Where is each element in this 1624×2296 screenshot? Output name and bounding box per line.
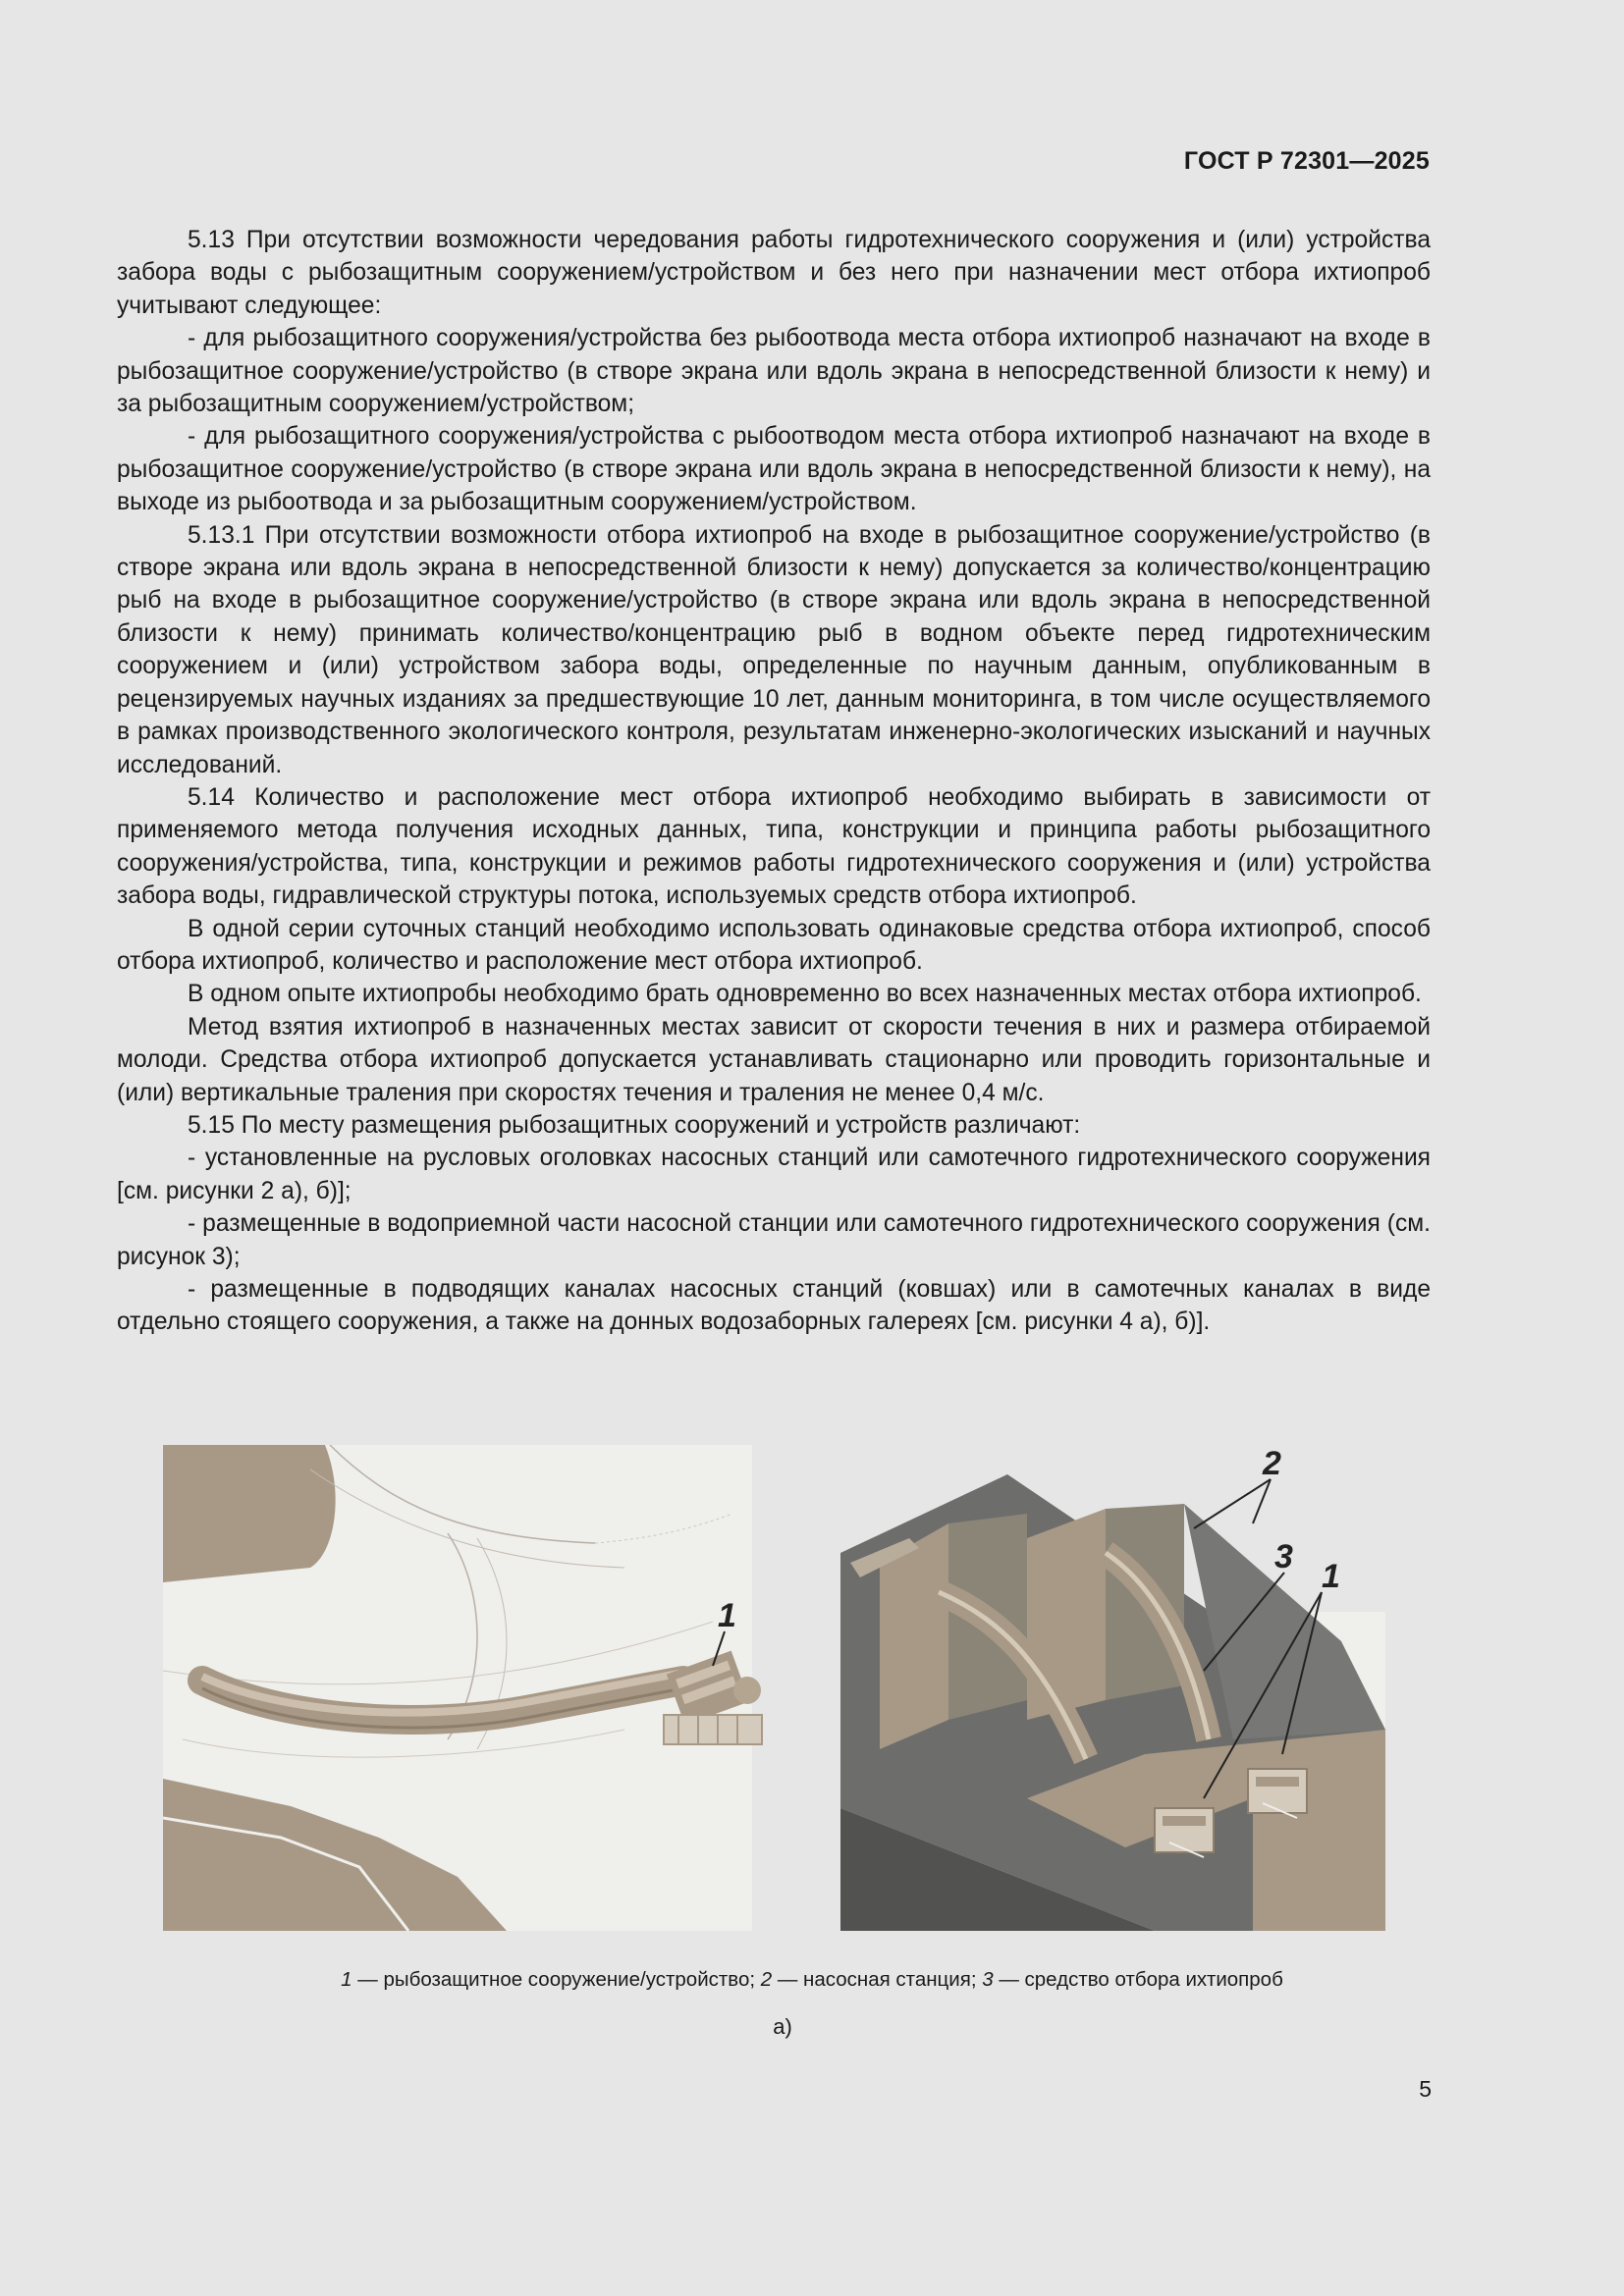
legend-number: 2	[760, 1968, 773, 1991]
paragraph-5-13-1: 5.13.1 При отсутствии возможности отбора ихтиопроб на входе в рыбозащитное сооружение/устройство (в створе экрана или вдоль экрана в непосредственной близости к нему) допускается за количество/концентрацию рыб на входе в рыбозащитное сооружение/устройство (в створе экрана или вдоль экрана в непосредственной близости к нему) принимать количество/концентрацию рыб в водном объекте перед гидротехническим сооружением и (или) устройством забора воды, определенные по научным данным, опубликованным в рецензируемых научных изданиях за предшествующие 10 лет, данным мониторинга, в том числе осуществляемого в рамках производственного экологического контроля, результатам инженерно-экологических изысканий и научных исследований.	[117, 521, 1431, 778]
callout-label: 3	[1274, 1538, 1293, 1575]
legend-text: — средство отбора ихтиопроб	[993, 1968, 1283, 1991]
legend-text: — рыбозащитное сооружение/устройство;	[352, 1968, 761, 1991]
right-drawing	[840, 1445, 1385, 1931]
left-drawing	[163, 1445, 762, 1931]
paragraph: В одной серии суточных станций необходимо использовать одинаковые средства отбора ихтиопроб, способ отбора ихтиопроб, количество и расположение мест отбора ихтиопроб.	[117, 915, 1431, 975]
legend-number: 3	[982, 1968, 994, 1991]
body-text	[117, 224, 1431, 1339]
paragraph: В одном опыте ихтиопробы необходимо брать одновременно во всех назначенных местах отбора ихтиопроб.	[188, 981, 1422, 1008]
paragraph-5-13: 5.13 При отсутствии возможности чередования работы гидротехнического сооружения и (или) устройства забора воды с рыбозащитным сооружением/устройством и без него при назначении мест отбора ихтиопроб учитывают следующее:	[117, 227, 1431, 319]
paragraph-5-14: 5.14 Количество и расположение мест отбора ихтиопроб необходимо выбирать в зависимости от применяемого метода получения исходных данных, типа, конструкции и принципа работы рыбозащитного сооружения/устройства, типа, конструкции и режимов работы гидротехнического сооружения и (или) устройства забора воды, гидравлической структуры потока, используемых средств отбора ихтиопроб.	[117, 783, 1431, 910]
figure-fish-protection-illustration	[163, 1445, 1385, 1931]
callout-label: 1	[1322, 1558, 1340, 1595]
list-item: - установленные на русловых оголовках насосных станций или самотечного гидротехнического сооружения [см. рисунки 2 а), б)];	[117, 1145, 1431, 1204]
figure-sublabel: а)	[773, 2014, 792, 2039]
paragraph: Метод взятия ихтиопроб в назначенных местах зависит от скорости течения в них и размера отбираемой молоди. Средства отбора ихтиопроб допускается устанавливать стационарно или проводить горизонтальные и (или) вертикальные траления при скоростях течения и траления не менее 0,4 м/с.	[117, 1013, 1431, 1106]
page-number: 5	[1419, 2076, 1432, 2102]
figure-legend	[0, 1968, 1624, 1992]
legend-number: 1	[341, 1968, 352, 1991]
legend-text: — насосная станция;	[772, 1968, 983, 1991]
list-item: - размещенные в водоприемной части насосной станции или самотечного гидротехнического сооружения (см. рисунок 3);	[117, 1210, 1431, 1270]
callout-label: 1	[718, 1597, 736, 1634]
list-item: - размещенные в подводящих каналах насосных станций (ковшах) или в самотечных каналах в виде отдельно стоящего сооружения, а также на донных водозаборных галереях [см. рисунки 4 а), б)].	[117, 1276, 1431, 1336]
callout-label: 2	[1263, 1445, 1281, 1482]
list-item: - для рыбозащитного сооружения/устройства без рыбоотвода места отбора ихтиопроб назначают на входе в рыбозащитное сооружение/устройство (в створе экрана или вдоль экрана в непосредственной близости к нему) и за рыбозащитным сооружением/устройством;	[117, 325, 1431, 418]
document-header: ГОСТ Р 72301—2025	[1183, 147, 1430, 175]
list-item: - для рыбозащитного сооружения/устройства с рыбоотводом места отбора ихтиопроб назначают на входе в рыбозащитное сооружение/устройство (в створе экрана или вдоль экрана в непосредственной близости к нему), на выходе из рыбоотвода и за рыбозащитным сооружением/устройством.	[117, 423, 1431, 516]
paragraph-5-15: 5.15 По месту размещения рыбозащитных сооружений и устройств различают:	[188, 1111, 1081, 1139]
